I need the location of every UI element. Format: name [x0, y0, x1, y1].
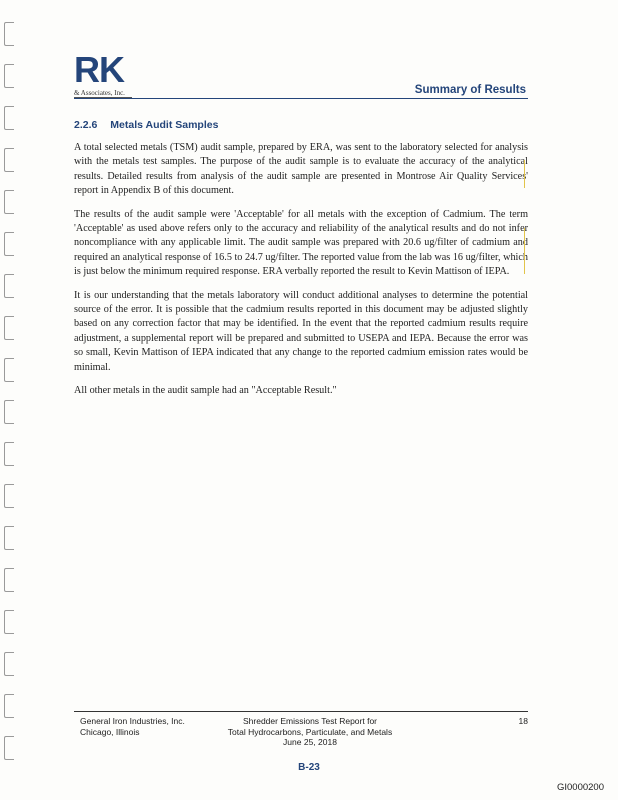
binder-mark: [4, 232, 14, 256]
footer-page-number: 18: [518, 716, 528, 726]
binder-mark: [4, 568, 14, 592]
binder-mark: [4, 148, 14, 172]
footer-rule: [74, 711, 528, 712]
binder-mark: [4, 400, 14, 424]
subsection-title: Metals Audit Samples: [110, 119, 219, 131]
appendix-page-label: B-23: [298, 762, 320, 773]
paragraph: A total selected metals (TSM) audit sample, prepared by ERA, was sent to the laboratory selected for analysis with the metals test samples. The purpose of the audit sample is to evaluate the accuracy of the analytical results. Detailed results from analysis of the audit sample are presented in Montrose Air Quality Services' report in Appendix B of this document.: [74, 142, 528, 197]
bates-number: GI0000200: [556, 782, 604, 793]
paragraph: It is our understanding that the metals laboratory will conduct additional analyses to determine the potential source of the error. It is possible that the cadmium results reported in this document may be adjusted slightly based on any correction factor that may be identified. In the event that the reported cadmium results require adjustment, a supplemental report will be prepared and submitted to USEPA and IEPA. Because the error was so small, Kevin Mattison of IEPA indicated that any change to the reported cadmium emission rates would be minimal.: [74, 289, 528, 373]
logo-subtitle: & Associates, Inc.: [74, 89, 132, 98]
binder-mark: [4, 736, 14, 760]
binder-mark: [4, 358, 14, 382]
footer-company: [80, 716, 185, 737]
binder-mark: [4, 316, 14, 340]
header-rule: [74, 98, 528, 99]
binder-mark: [4, 652, 14, 676]
binder-mark: [4, 694, 14, 718]
company-logo: [74, 49, 132, 98]
change-bar: [524, 228, 525, 274]
change-bar: [524, 160, 525, 188]
footer-report-line: Total Hydrocarbons, Particulate, and Metals: [227, 726, 393, 737]
subsection-number: 2.2.6: [74, 119, 98, 131]
binder-mark: [4, 442, 14, 466]
logo-mark: RK: [74, 49, 124, 90]
footer-report-date: June 25, 2018: [283, 737, 337, 747]
binder-mark: [4, 106, 14, 130]
paragraph: All other metals in the audit sample had an "Acceptable Result.": [74, 385, 337, 397]
binder-mark: [4, 484, 14, 508]
binder-mark: [4, 526, 14, 550]
binder-mark: [4, 610, 14, 634]
binder-mark: [4, 22, 14, 46]
binder-mark: [4, 274, 14, 298]
paragraph: The results of the audit sample were 'Acceptable' for all metals with the exception of Cadmium. The term 'Acceptable' as used above refers only to the accuracy and reliability of the analytical results and do not infer noncompliance with any applicable limit. The audit sample was prepared with 20.6 ug/filter of cadmium and required an analytical response of 16.5 to 24.7 ug/filter. The reported value from the lab was 16 ug/filter, which is just below the minimum required response. ERA verbally reported the result to Kevin Mattison of IEPA.: [74, 208, 528, 278]
footer-company-location: Chicago, Illinois: [80, 726, 140, 737]
binder-mark: [4, 190, 14, 214]
page-section-title: Summary of Results: [414, 84, 526, 96]
footer-report-title: [180, 716, 440, 748]
body-text: [74, 141, 528, 408]
footer-company-name: General Iron Industries, Inc.: [80, 716, 185, 726]
binder-mark: [4, 64, 14, 88]
footer-report-line: Shredder Emissions Test Report for: [242, 716, 377, 726]
subsection-heading: [74, 119, 218, 131]
